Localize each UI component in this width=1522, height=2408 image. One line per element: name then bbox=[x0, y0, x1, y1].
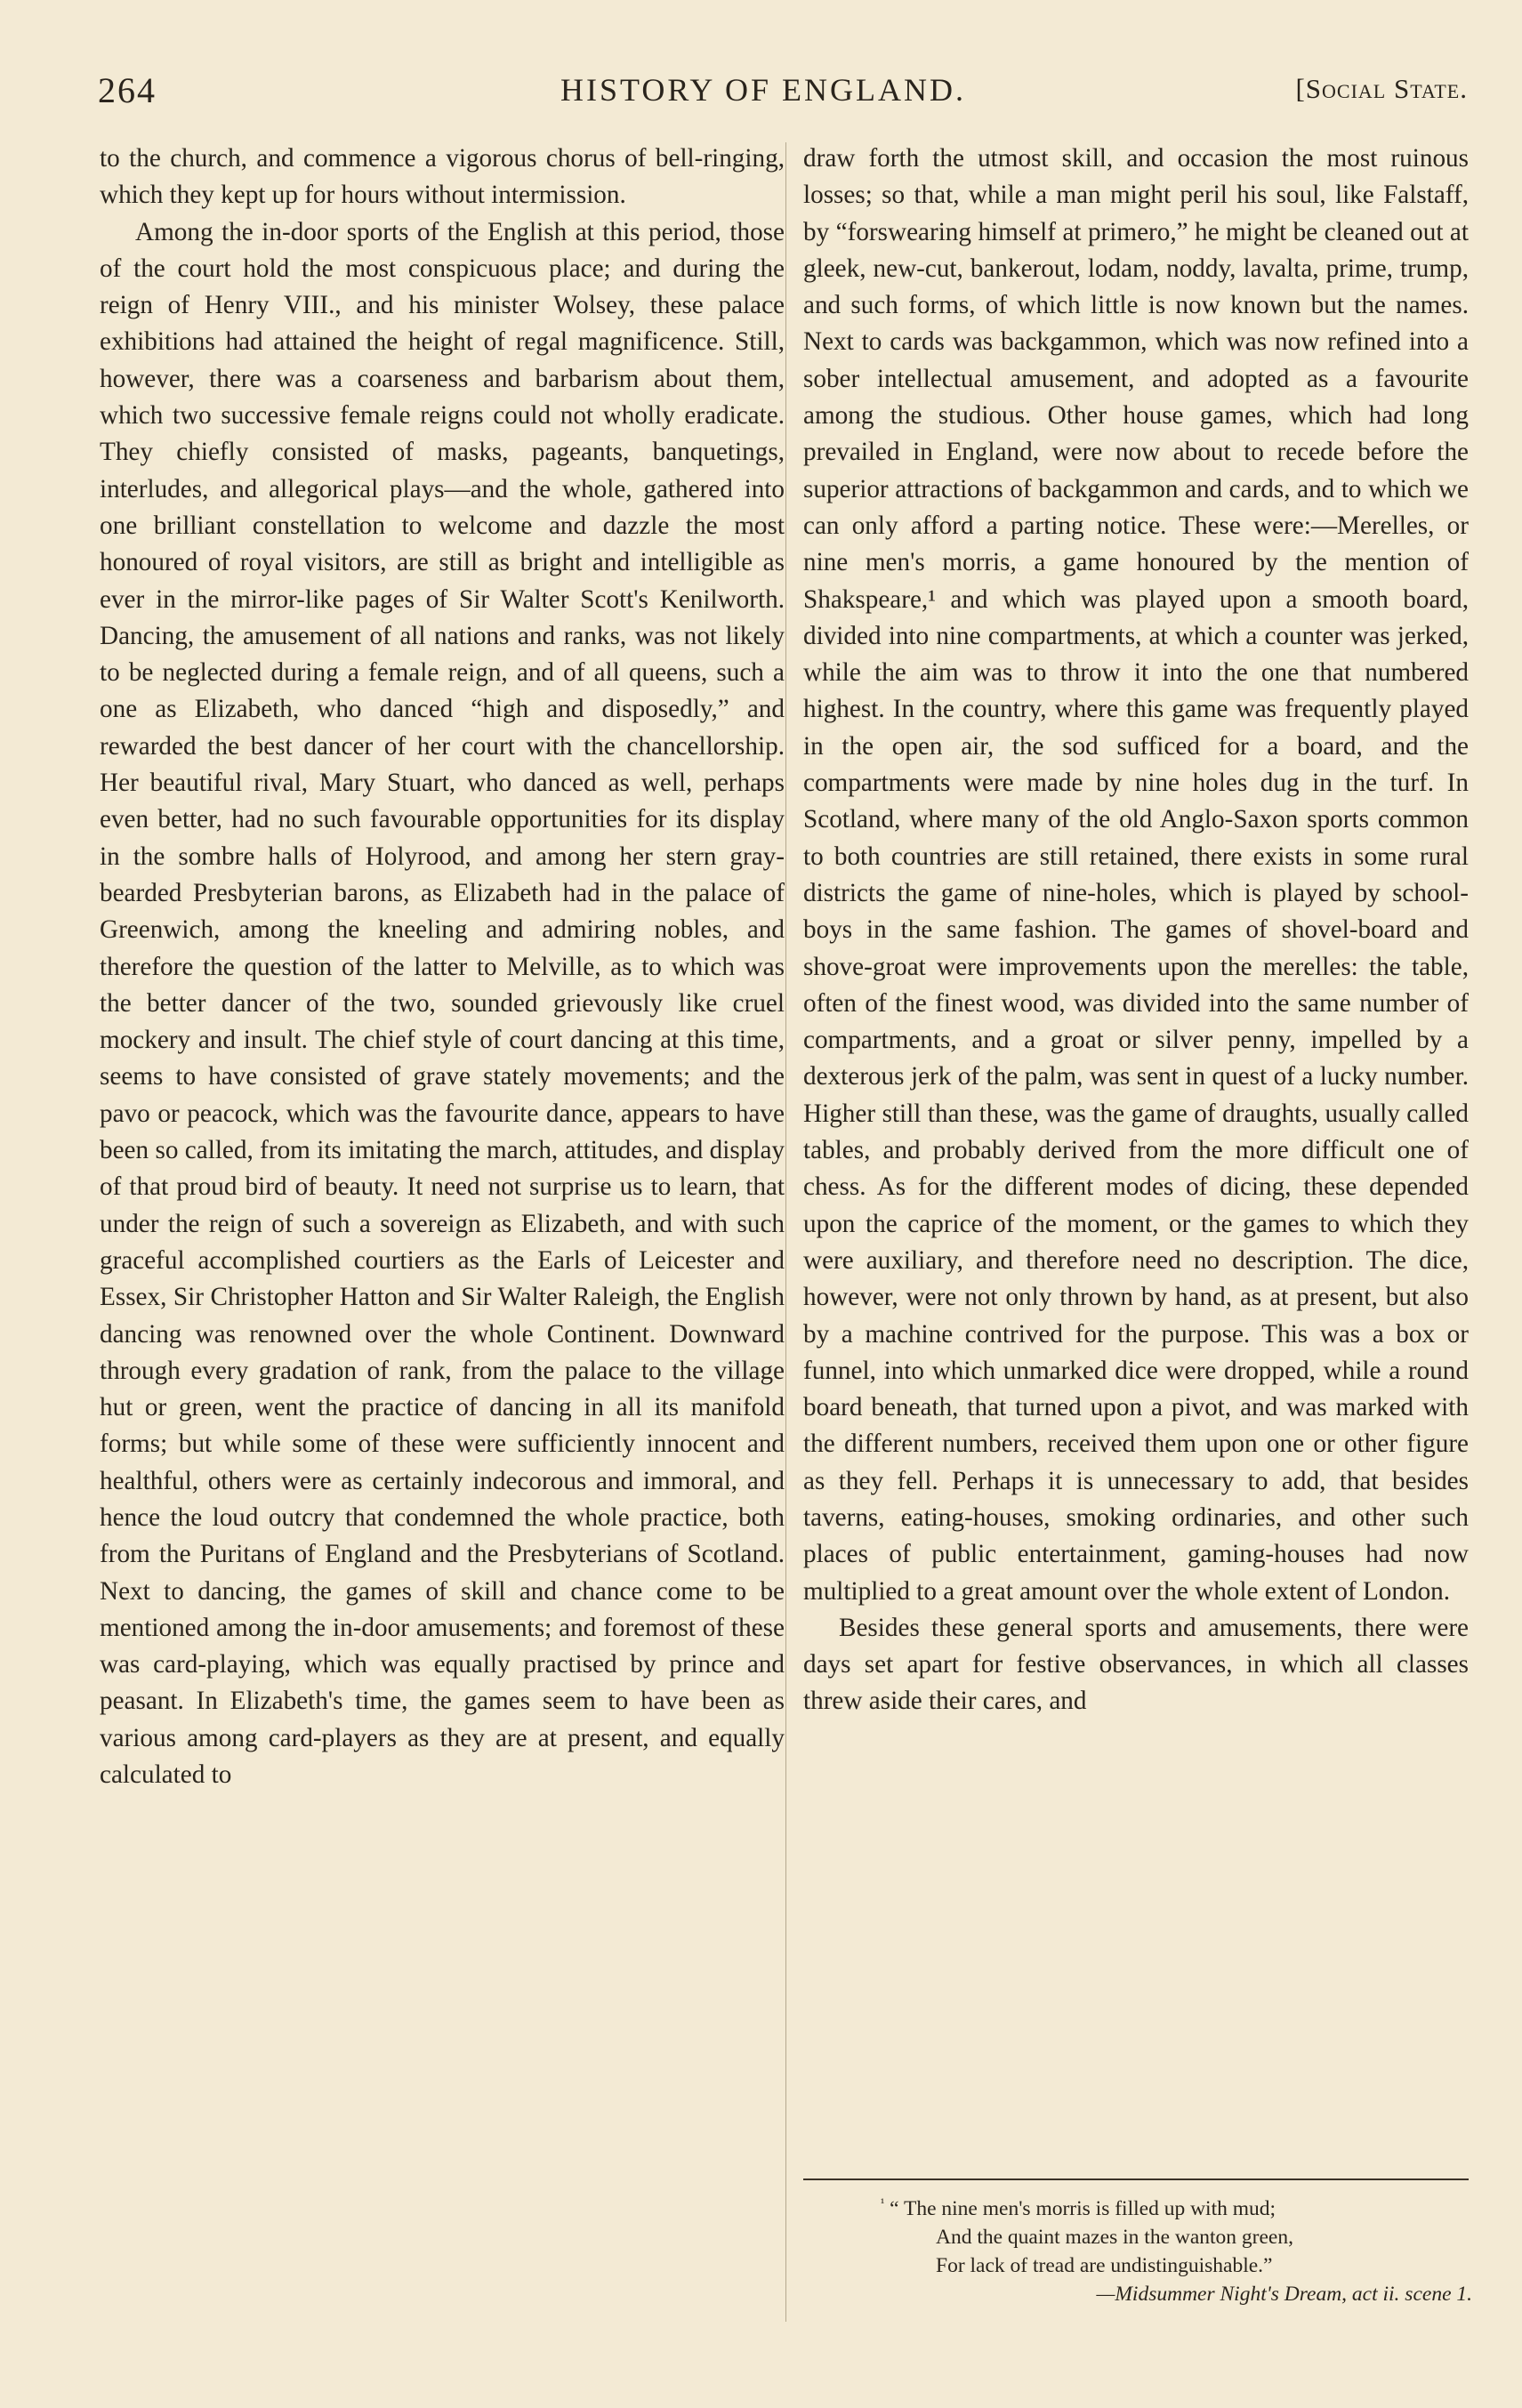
footnote-line-1: “ The nine men's morris is filled up with mud; bbox=[890, 2197, 1276, 2220]
footnote-line-2: And the quaint mazes in the wanton green, bbox=[936, 2226, 1293, 2249]
footnote bbox=[881, 2195, 1472, 2308]
footnote-source: —Midsummer Night's Dream, act ii. scene 1. bbox=[1096, 2283, 1472, 2306]
footnote-marker: ¹ bbox=[881, 2196, 885, 2211]
left-paragraph-2: Among the in-door sports of the English at this period, those of the court hold the most conspicuous place; and during the reign of Henry VIII., and his minister Wolsey, these palace exhibitions had attained the height of regal magnificence. Still, however, there was a coarseness and barbarism about them, which two successive female reigns could not wholly eradicate. They chiefly consisted of masks, pageants, banquetings, interludes, and allegorical plays—and the whole, gathered into one brilliant constellation to welcome and dazzle the most honoured of royal visitors, are still as bright and intelligible as ever in the mirror-like pages of Sir Walter Scott's Kenilworth. Dancing, the amusement of all nations and ranks, was not likely to be neglected during a female reign, and of all queens, such a one as Elizabeth, who danced “high and disposedly,” and rewarded the best dancer of her court with the chancellorship. Her beautiful rival, Mary Stuart, who danced as well, perhaps even better, had no such favourable opportunities for its display in the sombre halls of Holyrood, and among her stern gray-bearded Presbyterian barons, as Elizabeth had in the palace of Greenwich, among the kneeling and admiring nobles, and therefore the question of the latter to Melville, as to which was the better dancer of the two, sounded grievously like cruel mockery and insult. The chief style of court dancing at this time, seems to have consisted of grave stately movements; and the pavo or peacock, which was the favourite dance, appears to have been so called, from its imitating the march, attitudes, and display of that proud bird of beauty. It need not surprise us to learn, that under the reign of such a sovereign as Elizabeth, and with such graceful accomplished courtiers as the Earls of Leicester and Essex, Sir Christopher Hatton and Sir Walter Raleigh, the English dancing was renowned over the whole Continent. Downward through every gradation of rank, from the palace to the village hut or green, went the practice of dancing in all its manifold forms; but while some of these were sufficiently innocent and healthful, others were as certainly indecorous and immoral, and hence the loud outcry that condemned the whole practice, both from the Puritans of England and the Presbyterians of Scotland. Next to dancing, the games of skill and chance come to be mentioned among the in-door amusements; and foremost of these was card-playing, which was equally practised by prince and peasant. In Elizabeth's time, the games seem to have been as various among card-players as they are at present, and equally calculated to bbox=[100, 217, 785, 1790]
right-column bbox=[803, 141, 1469, 1720]
page-number: 264 bbox=[98, 70, 157, 110]
right-paragraph-1: draw forth the utmost skill, and occasion the most ruinous losses; so that, while a man might peril his soul, like Falstaff, by “forswearing himself at primero,” he might be cleaned out at gleek, new-cut, bankerout, lodam, noddy, lavalta, prime, trump, and such forms, of which little is now known but the names. Next to cards was backgammon, which was now refined into a sober intellectual amusement, and adopted as a favourite among the studious. Other house games, which had long prevailed in England, were now about to recede before the superior attractions of backgammon and cards, and to which we can only afford a parting notice. These were:—Merelles, or nine men's morris, a game honoured by the mention of Shakspeare,¹ and which was played upon a smooth board, divided into nine compartments, at which a counter was jerked, while the aim was to throw it into the one that numbered highest. In the country, where this game was frequently played in the open air, the sod sufficed for a board, and the compartments were made by nine holes dug in the turf. In Scotland, where many of the old Anglo-Saxon sports common to both countries are still retained, there exists in some rural districts the game of nine-holes, which is played by school-boys in the same fashion. The games of shovel-board and shove-groat were improvements upon the merelles: the table, often of the finest wood, was divided into the same number of compartments, and a groat or silver penny, impelled by a dexterous jerk of the palm, was sent in quest of a lucky number. Higher still than these, was the game of draughts, usually called tables, and probably derived from the more difficult one of chess. As for the different modes of dicing, these depended upon the caprice of the moment, or the games to which they were auxiliary, and therefore need no description. The dice, however, were not only thrown by hand, as at present, but also by a machine contrived for the purpose. This was a box or funnel, into which unmarked dice were dropped, while a round board beneath, that turned upon a pivot, and was marked with the different numbers, received them upon one or other figure as they fell. Perhaps it is unnecessary to add, that besides taverns, eating-houses, smoking ordinaries, and other such places of public entertainment, gaming-houses had now multiplied to a great amount over the whole extent of London. bbox=[803, 144, 1469, 1606]
footnote-rule bbox=[803, 2178, 1469, 2180]
column-divider bbox=[785, 142, 786, 2322]
left-column bbox=[100, 141, 785, 1793]
section-heading: [Social State. bbox=[1295, 73, 1468, 104]
running-title: HISTORY OF ENGLAND. bbox=[560, 72, 967, 108]
footnote-line-3: For lack of tread are undistinguishable.” bbox=[936, 2254, 1273, 2277]
left-paragraph-1: to the church, and commence a vigorous chorus of bell-ringing, which they kept up for hours without intermission. bbox=[100, 144, 785, 210]
right-paragraph-2: Besides these general sports and amusements, there were days set apart for festive observances, in which all classes threw aside their cares, and bbox=[803, 1613, 1469, 1716]
running-header bbox=[98, 69, 1468, 123]
